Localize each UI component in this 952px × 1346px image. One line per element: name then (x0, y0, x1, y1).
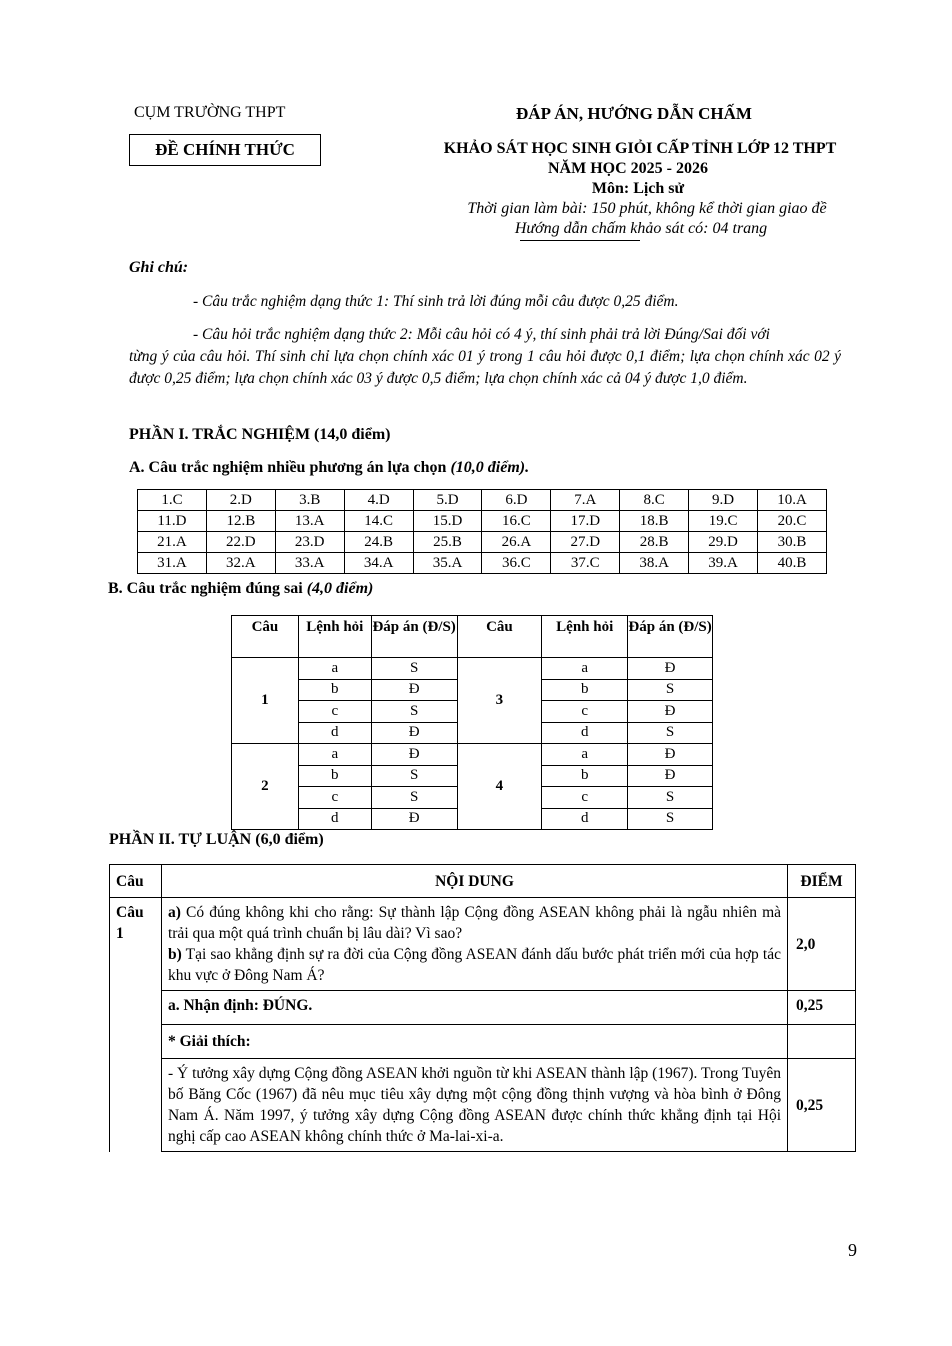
tf-answer: S (371, 701, 457, 723)
mcq-answer-cell: 23.D (275, 532, 344, 553)
essay-question-number: Câu 1 (110, 898, 162, 1152)
mcq-answer-cell: 25.B (413, 532, 482, 553)
mcq-answer-cell: 8.C (620, 490, 689, 511)
mcq-answer-cell: 37.C (551, 553, 620, 574)
mcq-answer-cell: 29.D (689, 532, 758, 553)
essay-header-content: NỘI DUNG (161, 865, 787, 898)
mcq-answer-cell: 35.A (413, 553, 482, 574)
mcq-answer-cell: 7.A (551, 490, 620, 511)
essay-judgement: a. Nhận định: ĐÚNG. (161, 991, 787, 1025)
mcq-answer-cell: 24.B (344, 532, 413, 553)
mcq-answer-cell: 9.D (689, 490, 758, 511)
mcq-answer-cell: 1.C (138, 490, 207, 511)
tf-item-letter: d (542, 722, 628, 744)
tf-header-item: Lệnh hỏi (298, 616, 371, 658)
document-title: ĐÁP ÁN, HƯỚNG DẪN CHẤM (516, 104, 752, 123)
tf-item-letter: d (542, 808, 628, 830)
tf-item-letter: c (542, 787, 628, 809)
notes-label: Ghi chú: (129, 259, 189, 276)
essay-explain-score-empty (788, 1025, 856, 1059)
tf-answer: S (371, 765, 457, 787)
exam-time: Thời gian làm bài: 150 phút, không kể thời gian giao đề (467, 200, 827, 217)
tf-header-answer: Đáp án (Đ/S) (371, 616, 457, 658)
mcq-answer-cell: 5.D (413, 490, 482, 511)
mcq-answer-cell: 18.B (620, 511, 689, 532)
mcq-answer-cell: 20.C (758, 511, 827, 532)
official-exam-box: ĐỀ CHÍNH THỨC (129, 134, 321, 166)
tf-header-answer-2: Đáp án (Đ/S) (628, 616, 713, 658)
tf-item-letter: c (298, 701, 371, 723)
essay-header-score: ĐIỂM (788, 865, 856, 898)
mcq-answer-cell: 40.B (758, 553, 827, 574)
mcq-answer-cell: 33.A (275, 553, 344, 574)
mcq-answer-cell: 14.C (344, 511, 413, 532)
mcq-answer-cell: 21.A (138, 532, 207, 553)
tf-item-letter: c (542, 701, 628, 723)
tf-item-letter: b (542, 679, 628, 701)
section-b-points: (4,0 điểm) (306, 580, 374, 597)
mcq-answer-cell: 28.B (620, 532, 689, 553)
tf-answer: Đ (371, 722, 457, 744)
essay-answer-table (109, 864, 856, 1152)
tf-item-letter: c (298, 787, 371, 809)
tf-answer: Đ (628, 765, 713, 787)
subject: Môn: Lịch sử (591, 180, 685, 197)
mcq-answer-cell: 22.D (206, 532, 275, 553)
tf-item-letter: a (542, 658, 628, 680)
mcq-answer-cell: 11.D (138, 511, 207, 532)
tf-header-question-2: Câu (457, 616, 542, 658)
section-a-label: A. Câu trắc nghiệm nhiều phương án lựa chọn (129, 459, 447, 476)
essay-explain-heading: * Giải thích: (161, 1025, 787, 1059)
tf-item-letter: d (298, 808, 371, 830)
tf-answer: Đ (371, 744, 457, 766)
mcq-answer-cell: 2.D (206, 490, 275, 511)
mcq-answer-cell: 36.C (482, 553, 551, 574)
mcq-row (138, 532, 827, 553)
mcq-answer-cell: 13.A (275, 511, 344, 532)
mcq-row (138, 553, 827, 574)
tf-answer: Đ (628, 658, 713, 680)
tf-answer: Đ (628, 701, 713, 723)
mcq-answer-cell: 34.A (344, 553, 413, 574)
mcq-answer-cell: 3.B (275, 490, 344, 511)
mcq-answer-cell: 39.A (689, 553, 758, 574)
tf-header-item-2: Lệnh hỏi (542, 616, 628, 658)
tf-answer: Đ (371, 808, 457, 830)
part1-title: PHẦN I. TRẮC NGHIỆM (14,0 điểm) (129, 426, 391, 443)
tf-answer: Đ (628, 744, 713, 766)
tf-answer: S (628, 808, 713, 830)
tf-item-letter: d (298, 722, 371, 744)
essay-point-1: - Ý tưởng xây dựng Cộng đồng ASEAN khởi nguồn từ khi ASEAN thành lập (1967). Trong Tuyên bố Băng Cốc (1967) đã nêu mục tiêu xây dựng một cộng đồng thịnh vượng và hòa bình ở Đông Nam Á. Năm 1997, ý tưởng xây dựng Cộng đồng ASEAN được chính thức khẳng định tại Hội nghị cấp cao ASEAN không chính thức ở Ma-lai-xi-a. (161, 1059, 787, 1152)
mcq-row (138, 490, 827, 511)
mcq-answer-cell: 4.D (344, 490, 413, 511)
mcq-answer-cell: 16.C (482, 511, 551, 532)
true-false-answer-table (231, 615, 713, 830)
tf-answer: S (628, 679, 713, 701)
essay-qa-text: Có đúng không khi cho rằng: Sự thành lập Cộng đồng ASEAN không phải là ngẫu nhiên mà trải qua một quá trình chuẩn bị lâu dài? Vì sao? (167, 904, 782, 942)
essay-qa-label: a) (167, 904, 181, 921)
section-b-label: B. Câu trắc nghiệm đúng sai (108, 580, 303, 597)
mcq-answer-cell: 27.D (551, 532, 620, 553)
mcq-answer-cell: 32.A (206, 553, 275, 574)
tf-item-letter: b (298, 765, 371, 787)
tf-question-number: 2 (232, 744, 299, 830)
header-underline (520, 240, 640, 241)
document-subtitle: KHẢO SÁT HỌC SINH GIỎI CẤP TỈNH LỚP 12 THPT (443, 140, 837, 157)
section-a-heading (129, 459, 529, 477)
page-count: Hướng dẫn chấm khảo sát có: 04 trang (514, 220, 768, 237)
mcq-answer-cell: 10.A (758, 490, 827, 511)
tf-header-question: Câu (232, 616, 299, 658)
mcq-answer-cell: 31.A (138, 553, 207, 574)
mcq-answer-table (137, 489, 827, 574)
mcq-answer-cell: 30.B (758, 532, 827, 553)
mcq-answer-cell: 26.A (482, 532, 551, 553)
section-a-points: (10,0 điểm). (450, 459, 530, 476)
part2-title: PHẦN II. TỰ LUẬN (6,0 điểm) (109, 831, 324, 848)
tf-item-letter: a (298, 658, 371, 680)
mcq-answer-cell: 38.A (620, 553, 689, 574)
tf-row (232, 744, 713, 766)
mcq-answer-cell: 12.B (206, 511, 275, 532)
essay-qb-label: b) (167, 946, 182, 963)
section-b-heading (108, 580, 373, 598)
page-number: 9 (848, 1240, 857, 1260)
tf-answer: Đ (371, 679, 457, 701)
mcq-answer-cell: 19.C (689, 511, 758, 532)
tf-question-number: 3 (457, 658, 542, 744)
tf-item-letter: b (298, 679, 371, 701)
note-2-rest: từng ý của câu hỏi. Thí sinh chỉ lựa chọn chính xác 01 ý trong 1 câu hỏi được 0,1 điểm; lựa chọn chính xác 02 ý được 0,25 điểm; lựa chọn chính xác 03 ý được 0,5 điểm; lựa chọn chính xác cả 04 ý được 1,0 điểm. (129, 348, 841, 387)
mcq-answer-cell: 17.D (551, 511, 620, 532)
mcq-answer-cell: 6.D (482, 490, 551, 511)
mcq-row (138, 511, 827, 532)
school-cluster: CỤM TRƯỜNG THPT (134, 104, 286, 121)
essay-point-1-score: 0,25 (788, 1059, 856, 1152)
mcq-answer-cell: 15.D (413, 511, 482, 532)
tf-answer: S (371, 787, 457, 809)
tf-question-number: 1 (232, 658, 299, 744)
essay-question-score: 2,0 (788, 898, 856, 991)
essay-header-question: Câu (110, 865, 162, 898)
tf-item-letter: b (542, 765, 628, 787)
essay-qb-text: Tại sao khẳng định sự ra đời của Cộng đồng ASEAN đánh dấu bước phát triển mới của hợp tác khu vực ở Đông Nam Á? (167, 946, 781, 984)
tf-answer: S (371, 658, 457, 680)
tf-answer: S (628, 787, 713, 809)
tf-question-number: 4 (457, 744, 542, 830)
document-header (360, 104, 880, 239)
tf-answer: S (628, 722, 713, 744)
tf-item-letter: a (542, 744, 628, 766)
note-2-first-line: - Câu hỏi trắc nghiệm dạng thức 2: Mỗi câu hỏi có 4 ý, thí sinh phải trả lời Đúng/Sai đối với (193, 326, 770, 343)
tf-row (232, 658, 713, 680)
school-year: NĂM HỌC 2025 - 2026 (548, 160, 708, 177)
tf-item-letter: a (298, 744, 371, 766)
essay-judgement-score: 0,25 (788, 991, 856, 1025)
essay-question-text (161, 898, 787, 991)
note-1: - Câu trắc nghiệm dạng thức 1: Thí sinh trả lời đúng mỗi câu được 0,25 điểm. (193, 293, 679, 310)
